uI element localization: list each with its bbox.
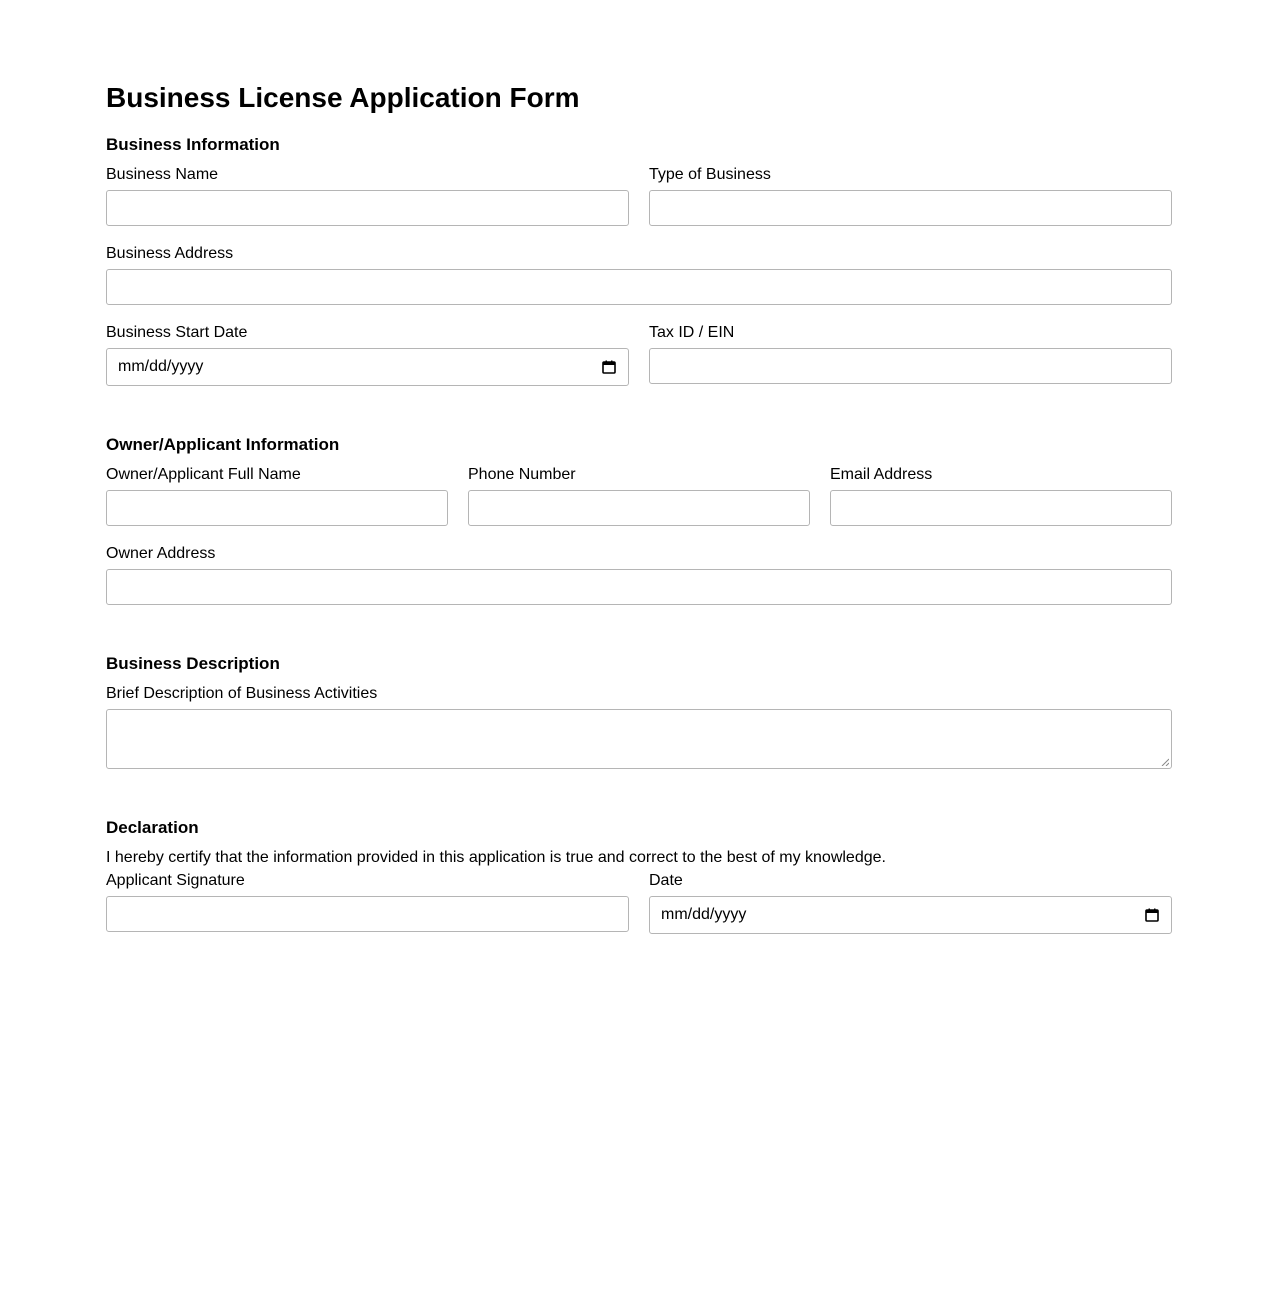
business-name-input[interactable] bbox=[106, 190, 629, 226]
owner-full-name-input[interactable] bbox=[106, 490, 448, 526]
calendar-icon[interactable] bbox=[1145, 908, 1159, 922]
owner-address-label: Owner Address bbox=[106, 545, 216, 562]
email-address-label: Email Address bbox=[830, 466, 933, 483]
calendar-icon[interactable] bbox=[602, 360, 616, 374]
phone-number-input[interactable] bbox=[468, 490, 810, 526]
date-placeholder: mm/dd/yyyy bbox=[118, 358, 204, 375]
page-title: Business License Application Form bbox=[106, 82, 580, 113]
business-address-input[interactable] bbox=[106, 269, 1172, 305]
business-address-label: Business Address bbox=[106, 245, 234, 262]
business-name-label: Business Name bbox=[106, 166, 219, 183]
resize-grip-icon[interactable] bbox=[1161, 758, 1169, 766]
business-activities-textarea[interactable] bbox=[106, 709, 1172, 769]
business-start-date-label: Business Start Date bbox=[106, 324, 248, 341]
applicant-signature-label: Applicant Signature bbox=[106, 872, 245, 889]
tax-id-label: Tax ID / EIN bbox=[649, 324, 735, 341]
phone-number-label: Phone Number bbox=[468, 466, 576, 483]
email-address-input[interactable] bbox=[830, 490, 1172, 526]
business-type-label: Type of Business bbox=[649, 166, 771, 183]
section-heading-owner-information: Owner/Applicant Information bbox=[106, 435, 340, 454]
owner-address-input[interactable] bbox=[106, 569, 1172, 605]
applicant-signature-input[interactable] bbox=[106, 896, 629, 932]
section-heading-declaration: Declaration bbox=[106, 818, 199, 837]
declaration-statement: I hereby certify that the information provided in this application is true and correct to the best of my knowledge. bbox=[106, 849, 886, 866]
section-heading-business-description: Business Description bbox=[106, 654, 280, 673]
declaration-date-label: Date bbox=[649, 872, 683, 889]
business-activities-label: Brief Description of Business Activities bbox=[106, 685, 378, 702]
tax-id-input[interactable] bbox=[649, 348, 1172, 384]
section-heading-business-information: Business Information bbox=[106, 135, 280, 154]
date-placeholder: mm/dd/yyyy bbox=[661, 906, 747, 923]
declaration-date-input[interactable] bbox=[649, 896, 1172, 934]
owner-full-name-label: Owner/Applicant Full Name bbox=[106, 466, 301, 483]
business-type-input[interactable] bbox=[649, 190, 1172, 226]
business-start-date-input[interactable] bbox=[106, 348, 629, 386]
